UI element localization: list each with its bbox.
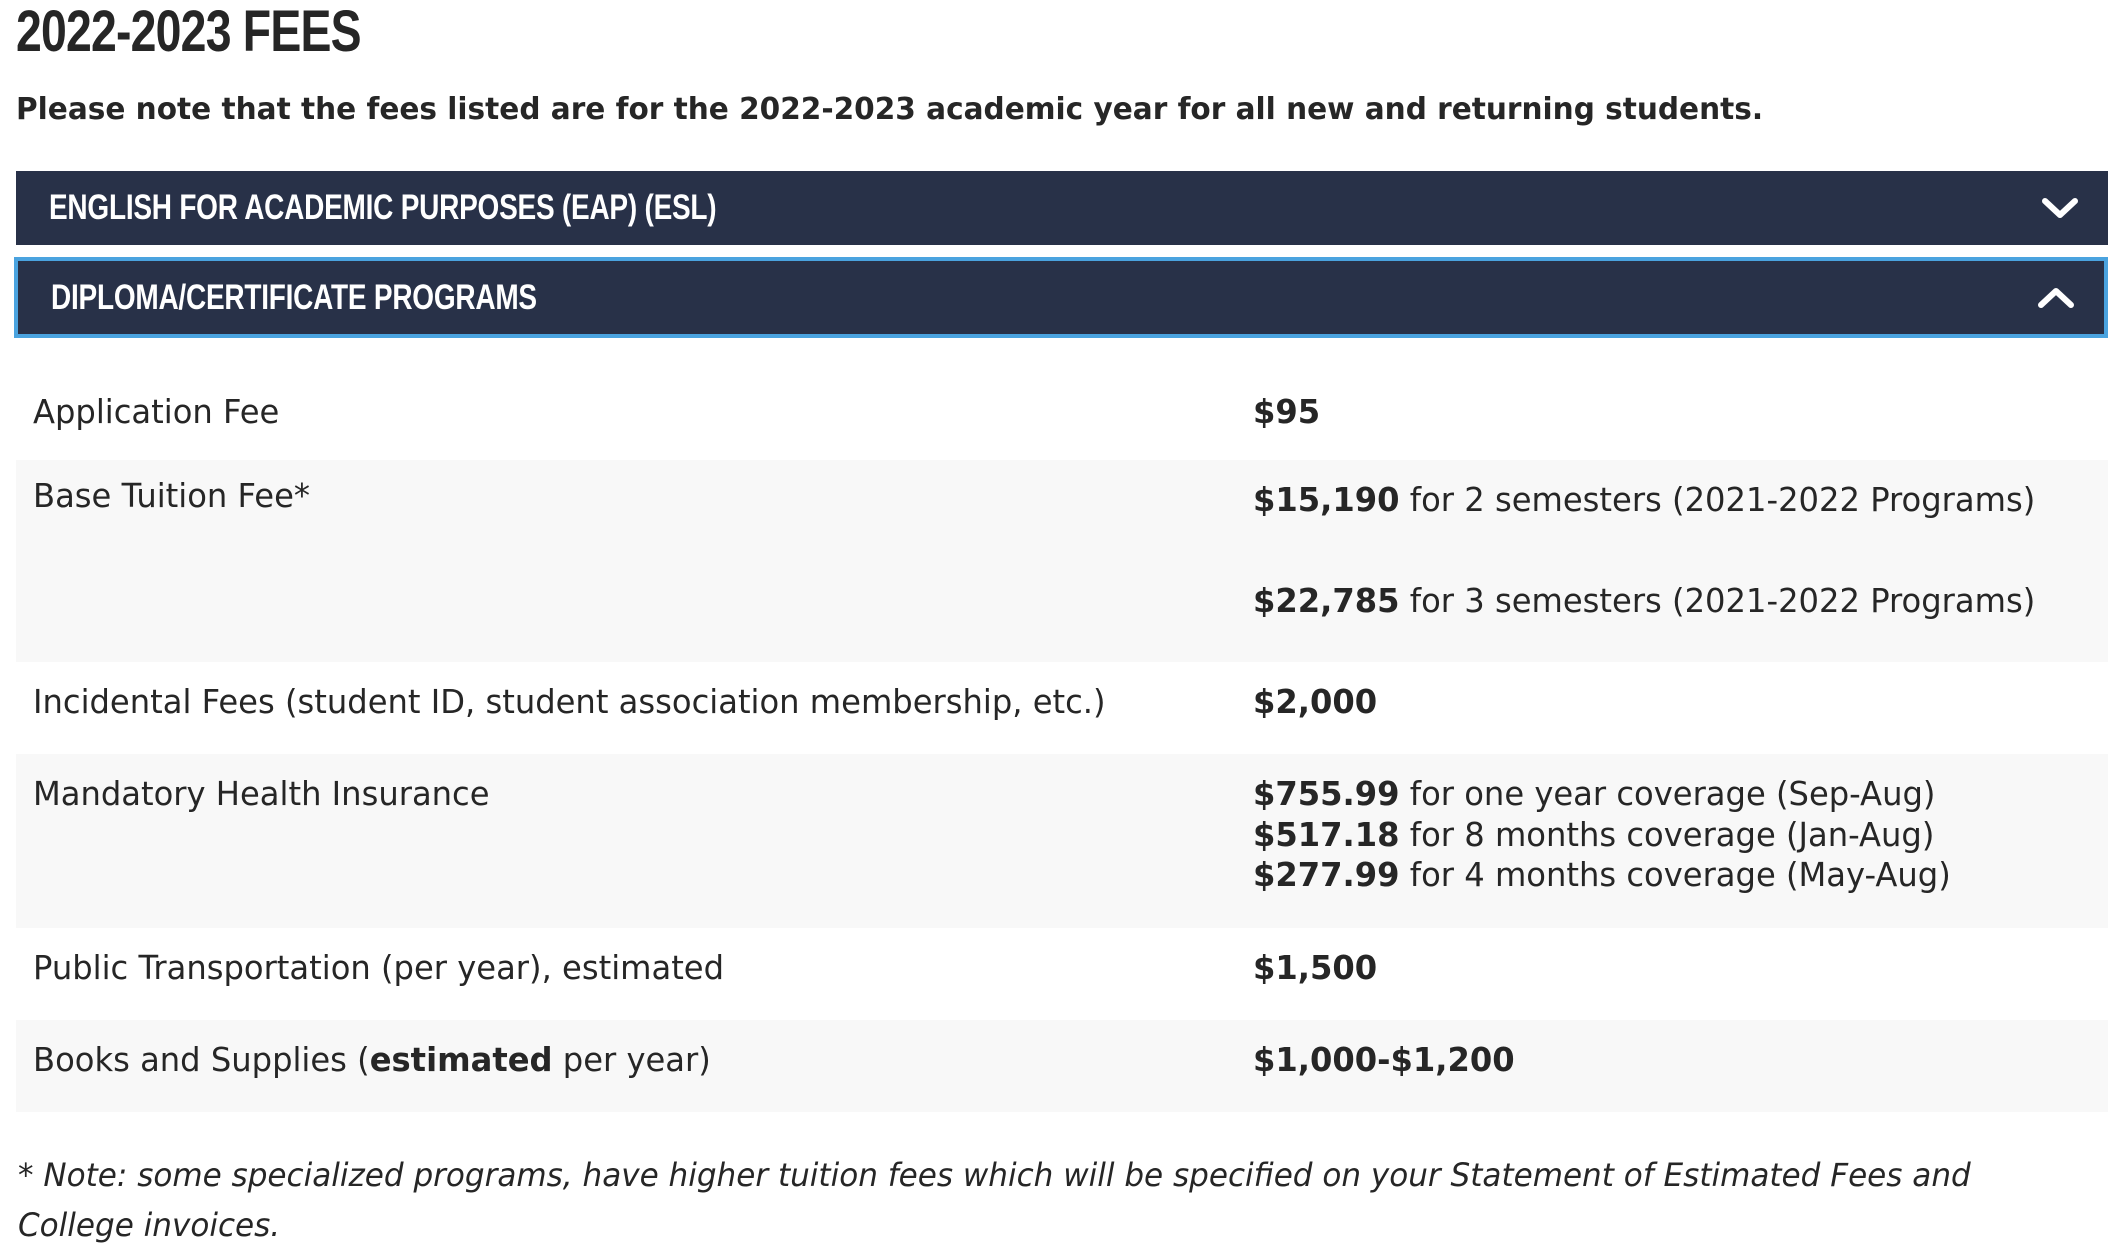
table-row-books-supplies	[16, 1020, 2108, 1112]
row-label: Base Tuition Fee*	[33, 476, 310, 515]
health-amount-4-months: $277.99	[1253, 855, 1400, 894]
row-amount: $1,000-$1,200	[1253, 1040, 1515, 1079]
chevron-up-icon	[2036, 284, 2076, 312]
table-row-application-fee	[16, 376, 2108, 460]
row-label: Public Transportation (per year), estimated	[33, 948, 725, 987]
tuition-amount-2-semesters: $15,190	[1253, 480, 1400, 519]
accordion-eap-esl[interactable]	[16, 171, 2108, 245]
tuition-text-3-semesters: for 3 semesters (2021-2022 Programs)	[1399, 581, 2036, 620]
row-label	[33, 1040, 711, 1079]
row-amount: $2,000	[1253, 682, 1378, 721]
intro-text: Please note that the fees listed are for the 2022-2023 academic year for all new and returning students.	[16, 92, 1764, 127]
books-label-start: Books and Supplies (	[33, 1040, 370, 1079]
footnote	[18, 1150, 2098, 1250]
health-amount-one-year: $755.99	[1253, 774, 1400, 813]
row-label: Application Fee	[33, 392, 280, 431]
tuition-line-3-semesters	[1253, 581, 2035, 620]
health-text-one-year: for one year coverage (Sep-Aug)	[1399, 774, 1936, 813]
table-row-health-insurance	[16, 754, 2108, 928]
row-label: Incidental Fees (student ID, student association membership, etc.)	[33, 682, 1106, 721]
accordion-diploma-certificate[interactable]	[14, 257, 2108, 338]
health-text-4-months: for 4 months coverage (May-Aug)	[1399, 855, 1951, 894]
health-line-4-months	[1253, 855, 1951, 894]
accordion-eap-esl-label: ENGLISH FOR ACADEMIC PURPOSES (EAP) (ESL)	[49, 188, 717, 227]
health-text-8-months: for 8 months coverage (Jan-Aug)	[1399, 815, 1935, 854]
books-label-estimated: estimated	[369, 1040, 553, 1079]
health-line-one-year	[1253, 774, 1935, 813]
row-label: Mandatory Health Insurance	[33, 774, 490, 813]
tuition-text-2-semesters: for 2 semesters (2021-2022 Programs)	[1399, 480, 2036, 519]
row-amount: $1,500	[1253, 948, 1378, 987]
books-label-end: per year)	[552, 1040, 711, 1079]
page-title: 2022-2023 FEES	[16, 0, 361, 64]
tuition-amount-3-semesters: $22,785	[1253, 581, 1400, 620]
fee-table	[16, 376, 2108, 1112]
table-row-incidental-fees	[16, 662, 2108, 754]
chevron-down-icon	[2040, 194, 2080, 222]
table-row-public-transportation	[16, 928, 2108, 1020]
health-line-8-months	[1253, 815, 1934, 854]
footnote-text: * Note: some specialized programs, have higher tuition fees which will be specified on your Statement of Estimated Fees and College invoices.	[18, 1156, 1971, 1244]
health-amount-8-months: $517.18	[1253, 815, 1400, 854]
accordion-diploma-certificate-label: DIPLOMA/CERTIFICATE PROGRAMS	[51, 277, 537, 317]
tuition-line-2-semesters	[1253, 480, 2035, 519]
table-row-base-tuition	[16, 460, 2108, 662]
row-amount: $95	[1253, 392, 1321, 431]
